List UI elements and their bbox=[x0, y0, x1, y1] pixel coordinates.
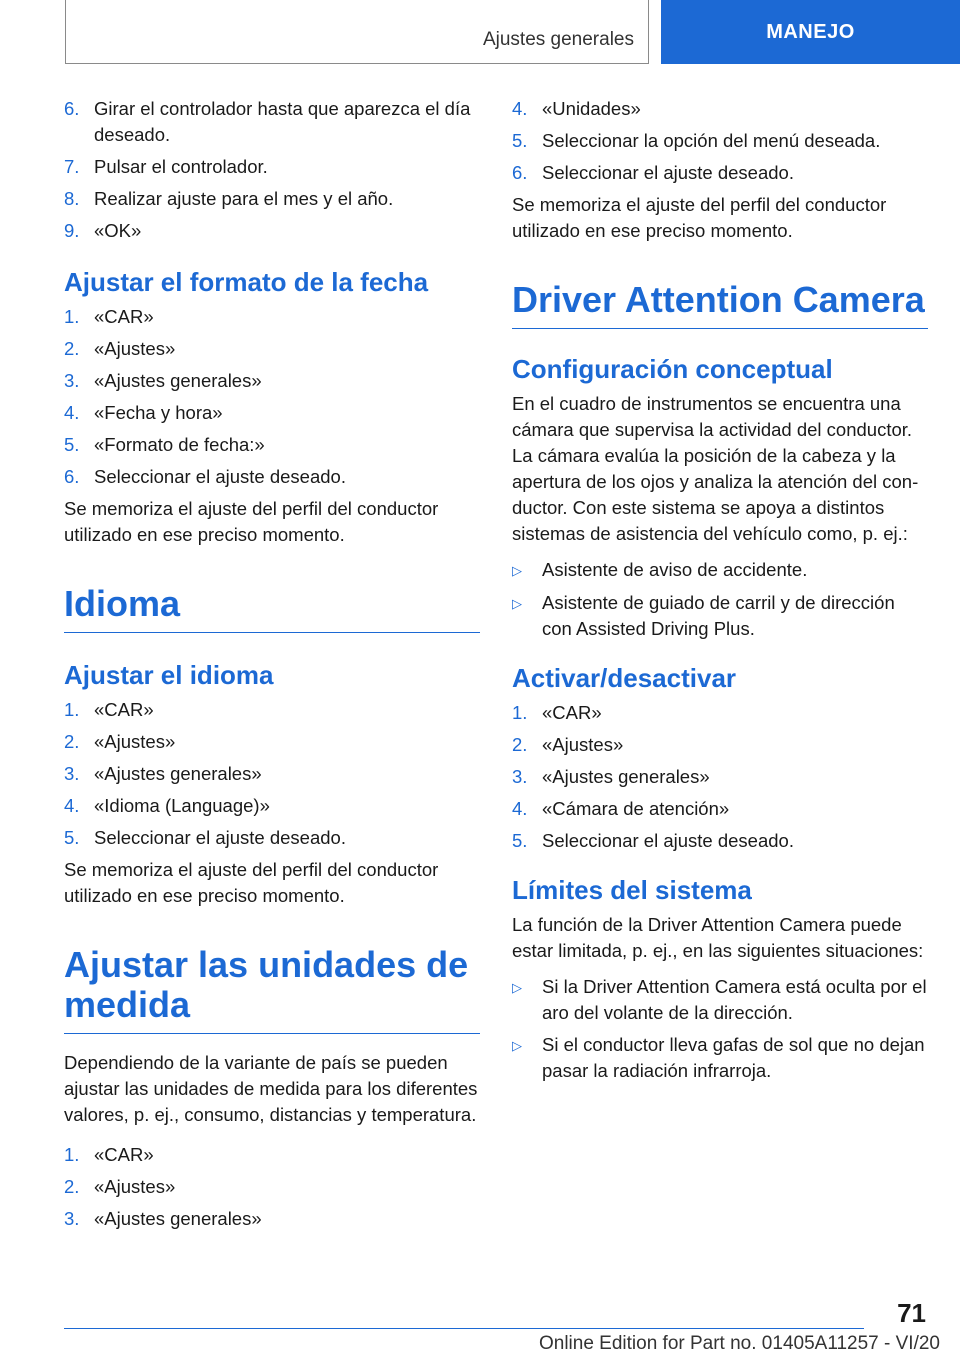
list-item: ▷ Si la Driver Attention Camera está oculta por el aro del volante de la dirección. bbox=[512, 974, 928, 1026]
step-item: 5. Seleccionar el ajuste deseado. bbox=[512, 830, 794, 851]
step-item: 6. Seleccionar el ajuste deseado. bbox=[512, 162, 794, 183]
step-item: 5. Seleccionar el ajuste deseado. bbox=[64, 827, 346, 848]
language-note: Se memoriza el ajuste del perfil del conductor utilizado en ese preciso momento. bbox=[64, 859, 439, 906]
right-column bbox=[512, 96, 928, 1090]
concept-text: En el cuadro de instrumentos se encuentra una cámara que supervisa la actividad del conductor. La cámara evalúa la posición de la cabeza y la apertura de los ojos y analiza la atención del conductor. Con este sistema se apoya a distintos sistemas de asistencia del vehículo como, p. ej.: bbox=[512, 393, 919, 544]
limits-bullets bbox=[512, 974, 928, 1084]
step-item: 3. «Ajustes generales» bbox=[512, 766, 710, 787]
step-item: 5. «Formato de fecha:» bbox=[64, 434, 265, 455]
language-subheading: Ajustar el idioma bbox=[64, 660, 274, 690]
footer-divider bbox=[64, 1328, 864, 1329]
footer-edition-text: Online Edition for Part no. 01405A11257 - VI/20 bbox=[538, 1333, 940, 1354]
step-item: 4. «Fecha y hora» bbox=[64, 402, 223, 423]
footer-edition bbox=[0, 1333, 960, 1355]
step-item: 3. «Ajustes generales» bbox=[64, 370, 262, 391]
step-item: 2. «Ajustes» bbox=[64, 731, 176, 752]
step-item: 5. Seleccionar la opción del menú deseada. bbox=[512, 130, 881, 151]
toggle-steps bbox=[512, 700, 928, 854]
step-item: 7. Pulsar el controlador. bbox=[64, 156, 268, 177]
step-item: 1. «CAR» bbox=[512, 702, 602, 723]
step-item: 4. «Cámara de atención» bbox=[512, 798, 730, 819]
list-item: ▷ Asistente de aviso de accidente. bbox=[512, 557, 928, 584]
step-item: 2. «Ajustes» bbox=[64, 1176, 176, 1197]
date-format-note: Se memoriza el ajuste del perfil del conductor utilizado en ese preciso momento. bbox=[64, 498, 439, 545]
step-item: 3. «Ajustes generales» bbox=[64, 763, 262, 784]
toggle-heading: Activar/desactivar bbox=[512, 663, 737, 693]
concept-heading: Configuración conceptual bbox=[512, 354, 833, 384]
date-format-steps bbox=[64, 304, 480, 490]
page-number: 71 bbox=[897, 1298, 926, 1328]
date-steps-continued bbox=[64, 96, 480, 244]
triangle-bullet-icon: ▷ bbox=[512, 596, 522, 611]
step-item: 4. «Unidades» bbox=[512, 98, 641, 119]
units-note: Se memoriza el ajuste del perfil del conductor utilizado en ese preciso momento. bbox=[512, 194, 887, 241]
list-item: ▷ Si el conductor lleva gafas de sol que no dejan pasar la radiación infrarroja. bbox=[512, 1032, 928, 1084]
concept-bullets bbox=[512, 557, 928, 642]
step-item: 2. «Ajustes» bbox=[512, 734, 624, 755]
date-format-heading: Ajustar el formato de la fecha bbox=[64, 267, 429, 297]
triangle-bullet-icon: ▷ bbox=[512, 980, 522, 995]
triangle-bullet-icon: ▷ bbox=[512, 1038, 522, 1053]
limits-text: La función de la Driver Attention Camera puede estar limitada, p. ej., en las siguientes situaciones: bbox=[512, 914, 924, 961]
units-steps-continued bbox=[512, 96, 928, 186]
units-section-heading: Ajustar las unidades de medida bbox=[64, 945, 480, 1034]
units-steps bbox=[64, 1142, 480, 1232]
units-intro: Dependiendo de la variante de país se pueden ajustar las unidades de medida para los diferentes valores, p. ej., consumo, distancias y temperatura. bbox=[64, 1052, 478, 1125]
header-section-title: Ajustes generales bbox=[482, 29, 634, 50]
step-item: 9. «OK» bbox=[64, 220, 142, 241]
header-chapter-label: MANEJO bbox=[766, 20, 855, 43]
step-item: 1. «CAR» bbox=[64, 1144, 154, 1165]
list-item: ▷ Asistente de guiado de carril y de dirección con Assisted Driving Plus. bbox=[512, 590, 928, 642]
language-steps bbox=[64, 697, 480, 851]
limits-heading: Límites del sistema bbox=[512, 875, 752, 905]
language-section-heading: Idioma bbox=[64, 584, 480, 633]
running-header bbox=[65, 0, 649, 64]
step-item: 6. Seleccionar el ajuste deseado. bbox=[64, 466, 346, 487]
dac-section-heading: Driver Attention Camera bbox=[512, 280, 928, 329]
step-item: 6. Girar el controlador hasta que aparezca el día deseado. bbox=[64, 98, 471, 145]
step-item: 2. «Ajustes» bbox=[64, 338, 176, 359]
triangle-bullet-icon: ▷ bbox=[512, 563, 522, 578]
header-chapter-tab bbox=[661, 0, 960, 64]
step-item: 3. «Ajustes generales» bbox=[64, 1208, 262, 1229]
left-column bbox=[64, 96, 480, 1238]
step-item: 4. «Idioma (Language)» bbox=[64, 795, 270, 816]
step-item: 8. Realizar ajuste para el mes y el año. bbox=[64, 188, 394, 209]
step-item: 1. «CAR» bbox=[64, 699, 154, 720]
step-item: 1. «CAR» bbox=[64, 306, 154, 327]
